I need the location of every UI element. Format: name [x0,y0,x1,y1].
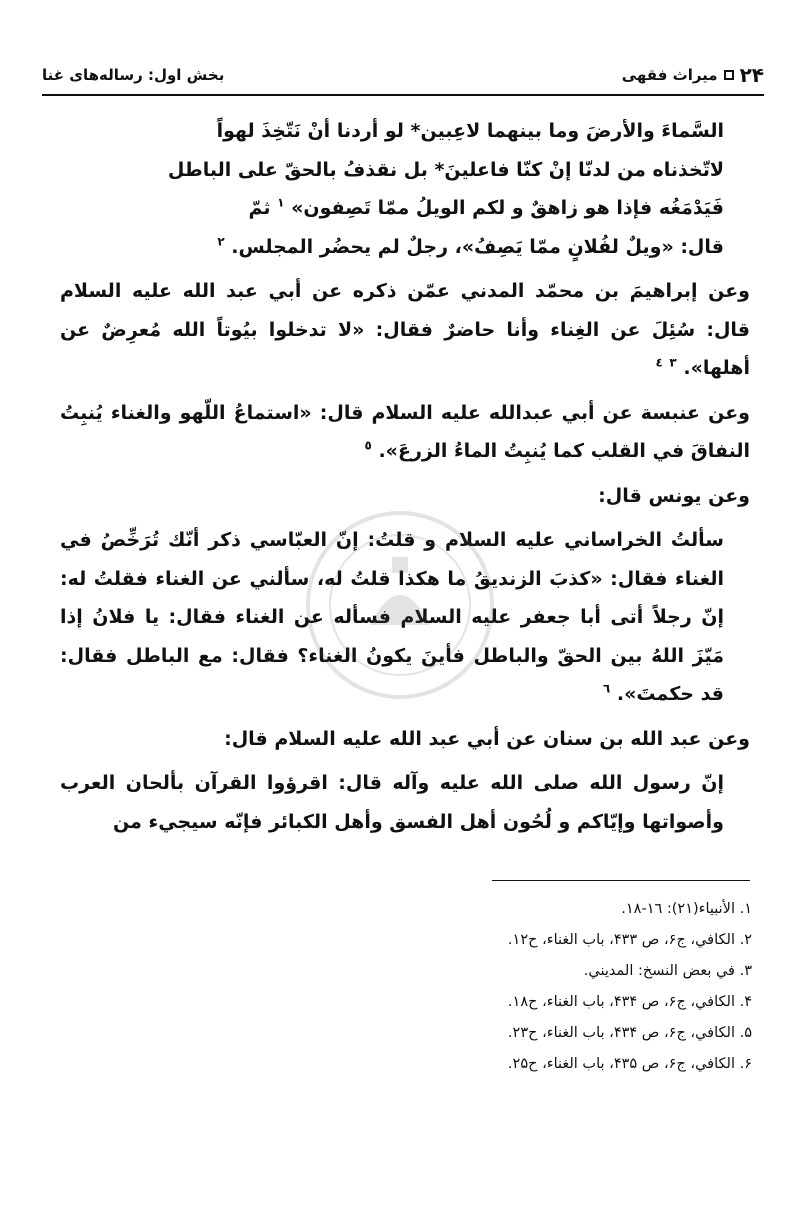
text-line [60,228,724,267]
text-line [60,189,724,228]
text-segment: قال: «ويلٌ لفُلانٍ ممّا يَصِفُ»، رجلٌ لم يحضُر المجلس. [231,235,724,258]
book-title: میراث فقهی [621,66,718,84]
paragraph-text: سألتُ الخراساني عليه السلام و قلتُ: إنّ العبّاسي ذكر أنّك تُرَخِّصُ في الغناء فقال: «كذبَ الزنديقُ ما هكذا قلتُ له، سألني عن الغناء فقلتُ له: إنّ رجلاً أتى أبا جعفر عليه السلام فسأله عن الغناء فقال: يا فلانُ إذا مَيّزَ اللهُ بين الحقّ والباطل فأينَ يكونُ الغناء؟ فقال: مع الباطل فقال: قد حكمتَ». [60,529,724,705]
paragraph-ibn-sinan-intro: وعن عبد الله بن سنان عن أبي عبد الله عليه السلام قال: [224,727,750,750]
paragraph-ibn-sinan-quote: إنّ رسول الله صلى الله عليه وآله قال: اقرؤوا القرآن بألحان العرب وأصواتها وإيّاكم و لُحُون أهل الفسق وأهل الكبائر فإنّه سيجيء من [60,772,724,833]
page-number: ۲۴ [739,63,764,87]
paragraph-ibrahim [60,272,750,388]
footnote-marker: ٤ [655,355,663,370]
paragraph-quran-quote [60,112,750,266]
footnote-marker: ٢ [217,234,225,249]
footnote-item: ۶. الكافي، ج۶، ص ۴۳۵، باب الغناء، ح٢۵. [507,1056,752,1072]
text-segment: فَيَدْمَغُه فإذا هو زاهقٌ و لكم الويلُ ممّا تَصِفون» [291,197,724,219]
paragraph-text: وعن عنبسة عن أبي عبدالله عليه السلام قال: «استماعُ اللّهو والغناء يُنبِتُ النفاقَ في القلب كما يُنبِتُ الماءُ الزرعَ». [60,401,750,462]
footnote-item: ۴. الكافي، ج۶، ص ۴۳۴، باب الغناء، ح١٨. [507,994,752,1010]
footnote-marker: ٥ [364,438,372,453]
text-line: لاتّخذناه من لدنّا إنْ كنّا فاعلينَ* بل نقذفُ بالحقّ على الباطل [167,158,724,181]
paragraph-yunus-intro: وعن يونس قال: [598,484,750,507]
text-line: السَّماءَ والأرضَ وما بينهما لاعِبين* لو أردنا أنْ نَتّخِذَ لهواً [216,120,724,142]
text-segment: ثمّ [248,197,271,219]
main-text [60,112,750,847]
section-title: بخش اول: رساله‌های غنا [42,66,225,84]
footnote-item: ۵. الكافي، ج۶، ص ۴۳۴، باب الغناء، ح٢٣. [507,1025,752,1041]
footnote-item: ١. الأنبياء(٢١): ١٦-١٨. [621,901,752,917]
footnote-marker: ٣ [669,355,677,370]
paragraph-text: وعن إبراهيمَ بن محمّد المدني عمّن ذكره عن أبي عبد الله عليه السلام قال: سُئِلَ عن الغِناء وأنا حاضرٌ فقال: «لا تدخلوا بيُوتاً الله مُعرِضٌ عن أهلها». [60,280,750,379]
square-bullet-icon [724,70,734,80]
footnote-divider [492,880,750,881]
paragraph-anbasa [60,394,750,471]
paragraph-yunus-quote [60,521,750,714]
footnote-marker: ١ [277,195,285,210]
footnote-list [300,894,752,1080]
header-right-group [622,63,764,87]
footnote-item: ٢. الكافي، ج۶، ص ۴۳۳، باب الغناء، ح١٢. [507,932,752,948]
footnote-item: ٣. في بعض النسخ: المديني. [583,963,752,979]
running-header [42,58,764,92]
header-divider [42,94,764,96]
footnote-marker: ٦ [602,681,611,696]
